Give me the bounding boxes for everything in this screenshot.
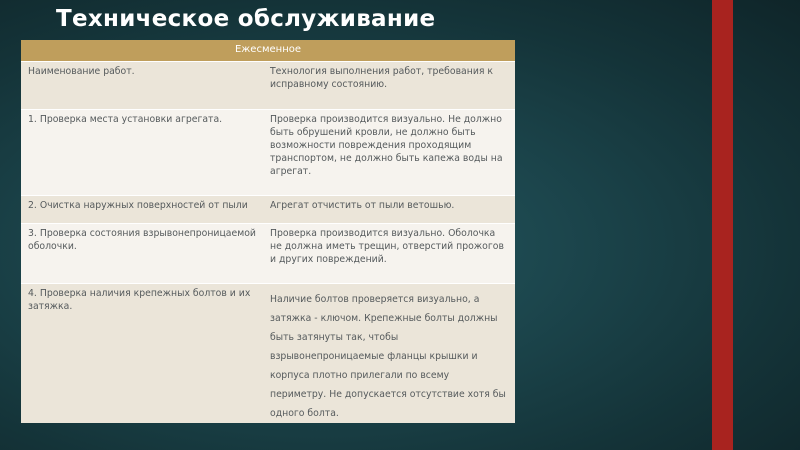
table-row (21, 223, 515, 283)
technology-cell: Агрегат отчистить от пыли ветошью. (264, 195, 515, 223)
work-name-cell: 2. Очистка наружных поверхностей от пыли (21, 195, 264, 223)
table-row (21, 109, 515, 195)
maintenance-table (21, 40, 515, 423)
work-name-cell: 3. Проверка состояния взрывонепроницаемой оболочки. (21, 223, 264, 283)
work-name-cell: 4. Проверка наличия крепежных болтов и их затяжка. (21, 283, 264, 423)
technology-cell (264, 283, 515, 423)
work-name-cell: 1. Проверка места установки агрегата. (21, 109, 264, 195)
technology-cell: Технология выполнения работ, требования к исправному состоянию. (264, 61, 515, 109)
table-row (21, 283, 515, 423)
table-row (21, 61, 515, 109)
work-name-cell: Наименование работ. (21, 61, 264, 109)
technology-cell: Проверка производится визуально. Не должно быть обрушений кровли, не должно быть возможности повреждения проходящим транспортом, не должно быть капежа воды на агрегат. (264, 109, 515, 195)
table-header: Ежесменное (21, 40, 515, 61)
table-header-row (21, 40, 515, 61)
slide-title: Техническое обслуживание (56, 6, 436, 32)
technology-text: Наличие болтов проверяется визуально, а затяжка - ключом. Крепежные болты должны быть затянуты так, чтобы взрывонепроницаемые фланцы крышки и корпуса плотно прилегали по всему периметру. Не допускается отсутствие хотя бы одного болта. (270, 293, 506, 419)
accent-bar (712, 0, 733, 450)
table-row (21, 195, 515, 223)
technology-cell: Проверка производится визуально. Оболочка не должна иметь трещин, отверстий прожогов и других повреждений. (264, 223, 515, 283)
